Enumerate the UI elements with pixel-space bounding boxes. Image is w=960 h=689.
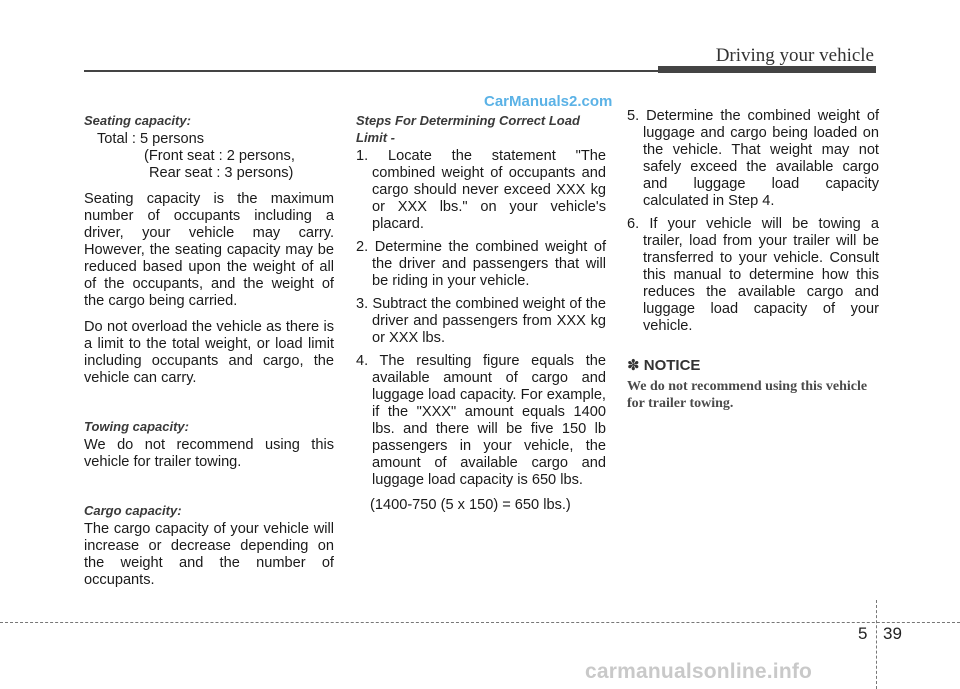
cargo-paragraph: The cargo capacity of your vehicle will increase or decrease depending on the weight and the number of occupants. <box>84 521 334 588</box>
notice-text: We do not recommend using this vehicle for trailer towing. <box>627 379 868 411</box>
spacer <box>84 396 334 414</box>
towing-heading: Towing capacity: <box>84 419 189 434</box>
seating-total: Total : 5 persons <box>97 131 205 147</box>
seating-paragraph-1: Seating capacity is the maximum number of occupants including a driver, your vehicle may carry. However, the seating capacity may be reduced based upon the weight of all of the occupants, and the weight of the cargo being carried. <box>84 191 334 309</box>
spacer <box>84 480 334 498</box>
towing-paragraph: We do not recommend using this vehicle for trailer towing. <box>84 437 334 470</box>
footer-vertical-divider <box>876 600 877 689</box>
column-middle <box>356 108 606 514</box>
watermark-bottom: carmanualsonline.info <box>585 660 813 683</box>
cargo-heading: Cargo capacity: <box>84 503 182 518</box>
step-item: 2. Determine the combined weight of the driver and passengers that will be riding in your vehicle. <box>356 239 606 289</box>
step-item: 1. Locate the statement "The combined weight of occupants and cargo should never exceed XXX kg or XXX lbs." on your vehicle's placard. <box>356 148 606 232</box>
step-item: 6. If your vehicle will be towing a trailer, load from your trailer will be transferred to your vehicle. Consult this manual to determine how this reduces the available cargo and luggage load capacity of your vehicle. <box>627 216 879 334</box>
section-number: 5 <box>858 624 868 643</box>
seating-front: (Front seat : 2 persons, <box>144 148 295 164</box>
step-item: 5. Determine the combined weight of luggage and cargo being loaded on the vehicle. That weight may not safely exceed the available cargo and luggage load capacity calculated in Step 4. <box>627 108 879 209</box>
seating-paragraph-2: Do not overload the vehicle as there is a limit to the total weight, or load limit including occupants and cargo, the vehicle can carry. <box>84 319 334 386</box>
seating-heading: Seating capacity: <box>84 113 191 128</box>
steps-list-continued <box>627 108 879 335</box>
column-left <box>84 108 334 598</box>
notice-title <box>627 357 879 374</box>
header-title: Driving your vehicle <box>715 45 874 66</box>
footer-divider <box>0 622 960 623</box>
notice-title-text: NOTICE <box>643 357 701 374</box>
header-rule-left <box>84 70 658 72</box>
step-item: 3. Subtract the combined weight of the driver and passengers from XXX kg or XXX lbs. <box>356 296 606 346</box>
steps-list <box>356 148 606 489</box>
page-number: 39 <box>883 624 902 643</box>
steps-heading: Steps For Determining Correct Load Limit - <box>356 113 580 145</box>
notice-star-icon: ✽ <box>627 357 640 374</box>
step-item: 4. The resulting figure equals the available amount of cargo and luggage load capacity. For example, if the "XXX" amount equals 1400 lbs. and there will be five 150 lb passengers in your vehicle, the amount of available cargo and luggage load capacity is 650 lbs. <box>356 353 606 488</box>
column-right <box>627 108 879 412</box>
watermark-top: CarManuals2.com <box>484 93 613 110</box>
header-rule-right <box>658 66 876 73</box>
seating-rear: Rear seat : 3 persons) <box>149 165 294 181</box>
load-formula: (1400-750 (5 x 150) = 650 lbs.) <box>370 497 571 513</box>
